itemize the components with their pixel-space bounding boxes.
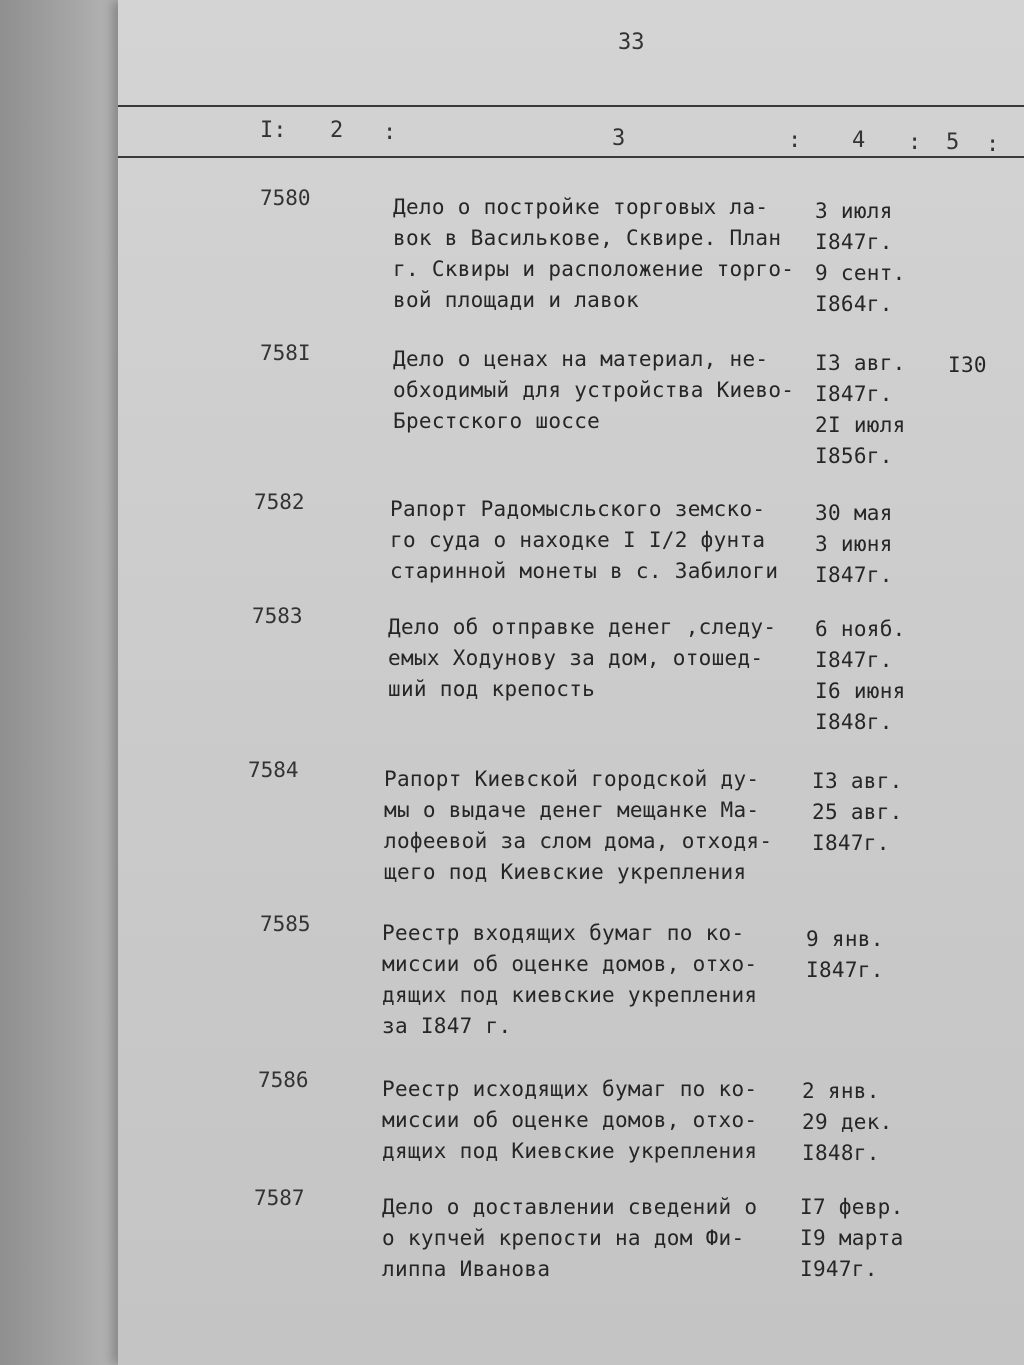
entry-dates: 9 янв. I847г. [806,927,884,982]
entry-number: 7582 [254,490,305,514]
column-header-2: 2 [330,118,344,143]
entry-number: 7580 [260,186,311,210]
entry-description: Дело о доставлении сведений о о купчей крепости на дом Фи- липпа Иванова [382,1195,758,1281]
entry-dates: 6 нояб. I847г. I6 июня I848г. [815,617,906,734]
entry-description: Рапорт Радомысльского земско- го суда о находке I I/2 фунта старинной монеты в с. Забилоги [390,497,779,583]
entry-dates: I3 авг. I847г. 2I июля I856г. [815,351,906,468]
entry-dates: 3 июля I847г. 9 сент. I864г. [815,199,906,316]
entry-dates: 2 янв. 29 дек. I848г. [802,1079,893,1165]
entry-number: 7584 [248,758,299,782]
entry-description: Дело о постройке торговых ла- вок в Василькове, Сквире. План г. Сквиры и расположение торго- вой площади и лавок [393,195,795,312]
column-separator: : [383,120,397,145]
entry-sheet-count: I30 [948,353,987,377]
entry-description: Рапорт Киевской городской ду- мы о выдаче денег мещанке Ма- лофеевой за слом дома, отходя- щего под Киевские укрепления [384,767,773,884]
entry-description: Реестр исходящих бумаг по ко- миссии об оценке домов, отхо- дящих под Киевские укрепления [382,1077,758,1163]
page-number: 33 [618,30,645,55]
entry-dates: I7 февр. I9 марта I947г. [800,1195,904,1281]
column-header-1: I: [260,118,287,143]
column-separator: : [986,132,1000,157]
entry-number: 7586 [258,1068,309,1092]
entry-dates: 30 мая 3 июня I847г. [815,501,893,587]
entry-number: 758I [260,341,311,365]
column-separator: : [788,128,802,153]
column-header-5: 5 [946,130,960,155]
document-page [118,0,1024,1365]
column-header-4: 4 [852,128,866,153]
header-top-rule [118,105,1024,107]
column-separator: : [908,130,922,155]
entry-description: Дело о ценах на материал, не- обходимый для устройства Киево- Брестского шоссе [393,347,795,433]
header-bottom-rule [118,156,1024,158]
entry-number: 7583 [252,604,303,628]
entry-number: 7585 [260,912,311,936]
entry-description: Дело об отправке денег ,следу- емых Ходунову за дом, отошед- ший под крепость [388,615,777,701]
entry-description: Реестр входящих бумаг по ко- миссии об оценке домов, отхо- дящих под киевские укрепления за I847 г. [382,921,758,1038]
adjacent-page-edge [0,0,125,1365]
entry-dates: I3 авг. 25 авг. I847г. [812,769,903,855]
column-header-3: 3 [612,126,626,151]
entry-number: 7587 [254,1186,305,1210]
